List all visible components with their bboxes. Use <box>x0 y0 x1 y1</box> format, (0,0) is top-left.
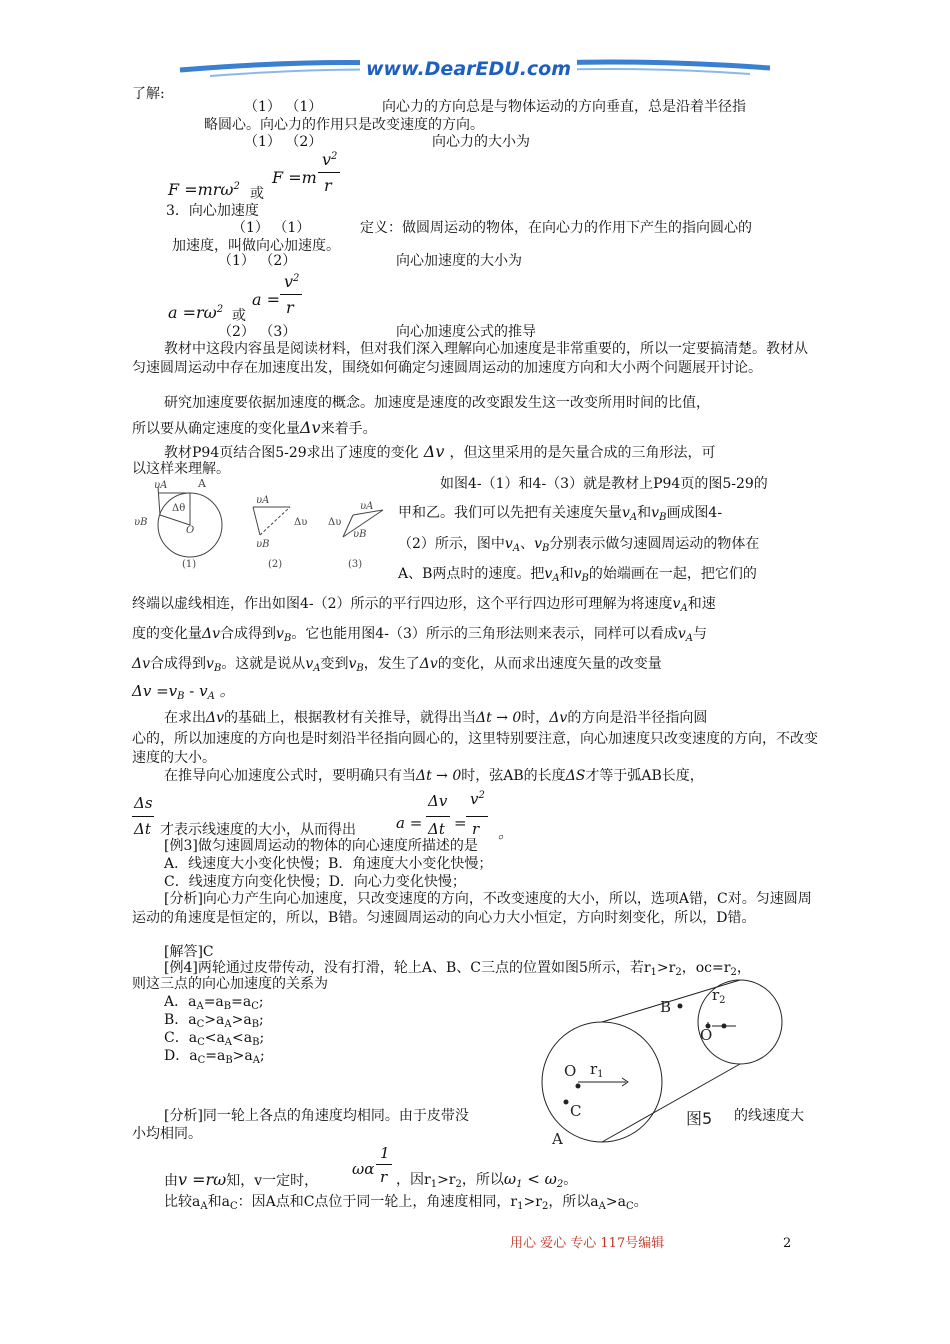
fig4-dv3: Δυ <box>328 517 342 528</box>
figure-5 <box>530 966 820 1156</box>
text-or: 或 <box>232 308 246 324</box>
text-line: 比较$a_A$和$a_C$：因A点和C点位于同一轮上，角速度相同，$r_1>r_2$，所以$a_A>a_C$。 <box>164 1194 648 1212</box>
text-line: Δv合成得到$v_B$。这就是说从$v_A$变到$v_B$，发生了Δv的变化，从而求出速度矢量的改变量 <box>132 656 662 674</box>
formula-a1: $a =r\omega^2$ <box>168 303 224 322</box>
text-line: 小均相同。 <box>132 1126 202 1142</box>
fig4-vB2: υB <box>256 539 270 550</box>
example-4: [例4]两轮通过皮带传动，没有打滑，轮上A、B、C三点的位置如图5所示，若$r_1>r_2$，$oc=r_2$， <box>164 960 751 978</box>
text-line: 如图4-（1）和4-（3）就是教材上P94页的图5-29的 <box>440 476 768 492</box>
option-b: B．$a_C>a_A>a_B$; <box>164 1012 264 1030</box>
text-understand: 了解: <box>132 86 165 102</box>
fig5-B: B <box>660 998 672 1016</box>
fig5-r1: $r_1$ <box>590 1060 604 1080</box>
text-or: 或 <box>250 186 264 202</box>
fig5-O2: O <box>700 1026 713 1044</box>
header-banner <box>170 50 780 90</box>
fig5-caption: 图5 <box>686 1109 713 1128</box>
text-line: 定义：做圆周运动的物体，在向心力的作用下产生的指向圆心的 <box>360 220 752 236</box>
fig4-vA: υA <box>154 480 168 491</box>
text-line: 向心加速度公式的推导 <box>396 324 536 340</box>
paragraph: 心的，所以加速度的方向也是时刻沿半径指向圆心的，这里特别要注意，向心加速度只改变速度的方向，不改变速度的大小。 <box>132 731 818 766</box>
site-title: www.DearEDU.com <box>360 58 577 82</box>
text-line: 在求出Δv的基础上，根据教材有关推导，就得出当Δt → 0时，Δv的方向是沿半径指向圆 <box>164 710 708 726</box>
text-line: 在推导向心加速度公式时，要明确只有当Δt → 0时，弦AB的长度ΔS才等于弧AB长度， <box>164 768 704 784</box>
answer-3: [解答]C <box>164 944 214 960</box>
fig4-O: O <box>186 525 195 536</box>
item-label: （1） （1） <box>232 220 311 236</box>
footer-text: 用心 爱心 专心 117号编辑 <box>510 1236 665 1251</box>
option-line: A．线速度大小变化快慢；B．角速度大小变化快慢； <box>164 856 493 872</box>
page-number: 2 <box>783 1236 792 1251</box>
example-3: [例3]做匀速圆周运动的物体的向心速度所描述的是 <box>164 838 478 854</box>
text-line: 向心力的大小为 <box>432 134 530 150</box>
option-d: D．$a_C=a_B>a_A$; <box>164 1048 265 1066</box>
text-line: A、B两点时的速度。把$v_A$和$v_B$的始端画在一起，把它们的 <box>398 566 757 584</box>
formula-dv: $\Delta v =v_B - v_A$ 。 <box>132 682 235 702</box>
fig4-caption1: (1) <box>182 559 197 570</box>
text-line: 向心力的方向总是与物体运动的方向垂直，总是沿着半径指 <box>382 99 746 115</box>
item-label: （2） （3） <box>218 324 297 340</box>
text-line: 则这三点的向心加速度的关系为 <box>132 976 328 992</box>
fig4-vB: υB <box>134 517 148 528</box>
fig4-A: A <box>198 477 206 490</box>
text-line: （2）所示，图中$v_A$、$v_B$分别表示做匀速圆周运动的物体在 <box>398 536 760 554</box>
text-line: 甲和乙。我们可以先把有关速度矢量$v_A$和$v_B$画成图4- <box>398 505 723 523</box>
fig4-vA3: υA <box>360 501 374 512</box>
fig4-dv: Δυ <box>294 517 308 528</box>
text-line: ，因$r_1>r_2$，所以$\omega_1 < \omega_2$。 <box>396 1170 578 1190</box>
text-line: 以这样来理解。 <box>132 461 230 477</box>
option-c: C．$a_C<a_A<a_B$; <box>164 1030 265 1048</box>
text-line: 研究加速度要依据加速度的概念。加速度是速度的改变跟发生这一改变所用时间的比值， <box>164 395 710 411</box>
analysis-3: [分析]向心力产生向心加速度，只改变速度的方向，不改变速度的大小，所以，选项A错，C对。匀速圆周运动的角速度是恒定的，所以，B错。匀速圆周运动的向心力大小恒定，方向时刻变化，所以，D错。 <box>132 891 812 926</box>
fig4-vB3: υB <box>353 529 367 540</box>
fig4-caption2: (2) <box>268 559 283 570</box>
option-line: C．线速度方向变化快慢；D．向心力变化快慢； <box>164 874 466 890</box>
fig4-dtheta: Δθ <box>172 503 186 514</box>
text-line: 度的变化量Δv合成得到$v_B$。它也能用图4-（3）所示的三角形法则来表示，同样可以看成$v_A$与 <box>132 626 708 644</box>
text-line: 由v =rω知，v一定时， <box>164 1170 319 1189</box>
text-line: 略圆心。向心力的作用只是改变速度的方向。 <box>204 117 484 133</box>
analysis-4: [分析]同一轮上各点的角速度均相同。由于皮带没 <box>164 1108 469 1124</box>
fig5-O1: O <box>564 1062 577 1080</box>
formula-f1: F =mrω$^2$ <box>168 180 240 199</box>
text-line: 所以要从确定速度的变化量Δv来着手。 <box>132 418 377 437</box>
fig4-vA2: υA <box>256 495 270 506</box>
text-line: 才表示线速度的大小，从而得出 <box>160 822 356 838</box>
fig4-caption3: (3) <box>348 559 363 570</box>
item-label: （1） （1） <box>244 99 323 115</box>
fig5-A: A <box>552 1130 563 1148</box>
item-label: （1） （2） <box>244 134 323 150</box>
section-title: 3．向心加速度 <box>166 203 259 219</box>
option-a: A．$a_A=a_B=a_C$; <box>164 994 264 1012</box>
analysis-4-tail: 的线速度大 <box>734 1108 804 1124</box>
text-line: 向心加速度的大小为 <box>396 253 522 269</box>
paragraph: 教材中这段内容虽是阅读材料，但对我们深入理解向心加速度是非常重要的，所以一定要搞清楚。教材从匀速圆周运动中存在加速度出发，围绕如何确定匀速圆周运动的加速度方向和大小两个问题展开讨论。 <box>132 341 808 376</box>
text-line: 终端以虚线相连，作出如图4-（2）所示的平行四边形，这个平行四边形可理解为将速度$v_A$和速 <box>132 596 716 614</box>
item-label: （1） （2） <box>218 253 297 269</box>
text-line: 加速度，叫做向心加速度。 <box>172 238 340 254</box>
text-line: 教材P94页结合图5-29求出了速度的变化 Δv ，但这里采用的是矢量合成的三角形法，可 <box>164 442 716 461</box>
figure-4 <box>128 475 388 575</box>
fig5-C: C <box>570 1102 582 1120</box>
fig5-r2: $r_2$ <box>712 986 726 1006</box>
